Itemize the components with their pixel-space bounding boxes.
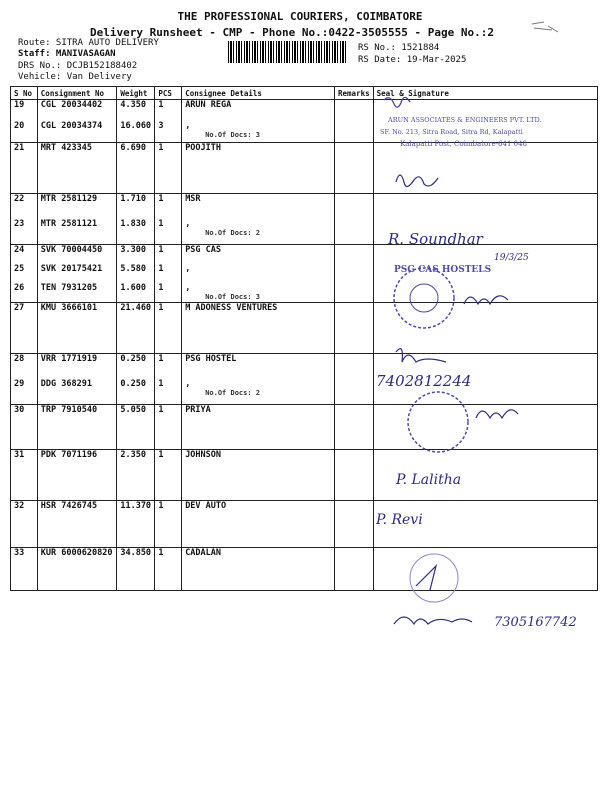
sig-msr: R. Soundhar: [388, 230, 483, 248]
cell-pcs: 1: [155, 548, 182, 591]
cell-consignee: ARUN REGA: [182, 100, 335, 122]
cell-consignee: DEV AUTO: [182, 501, 335, 548]
cell-pcs: 1: [155, 379, 182, 405]
cell-consignee: [182, 379, 335, 405]
cell-pcs: 1: [155, 194, 182, 220]
cell-sno: 30: [11, 405, 38, 450]
col-pcs: PCS: [155, 87, 182, 100]
cell-remarks: [335, 379, 374, 405]
cell-sno: 23: [11, 219, 38, 245]
cell-pcs: 1: [155, 405, 182, 450]
rs-date: RS Date: 19-Mar-2025: [358, 55, 467, 65]
col-seal: Seal & Signature: [373, 87, 597, 100]
cell-consignee: ,: [182, 264, 335, 283]
cell-pcs: 1: [155, 450, 182, 501]
cell-sno: 28: [11, 354, 38, 380]
cell-consignment: DDG 368291: [37, 379, 117, 405]
cell-consignment: MTR 2581129: [37, 194, 117, 220]
barcode: [228, 41, 346, 63]
cell-consignee: PSG HOSTEL: [182, 354, 335, 380]
sig-priya: P. Lalitha: [396, 472, 462, 488]
sig-msr-date: 19/3/25: [494, 253, 529, 263]
cell-pcs: 3: [155, 121, 182, 143]
cell-sno: 21: [11, 143, 38, 194]
cell-remarks: [335, 121, 374, 143]
docs-count: No.Of Docs: 3: [205, 293, 260, 301]
cell-consignment: KMU 3666101: [37, 303, 117, 354]
cell-remarks: [335, 283, 374, 303]
cell-remarks: [335, 405, 374, 450]
drs-number: DRS No.: DCJB152188402: [18, 61, 138, 71]
sig-phone-1: 7402812244: [376, 372, 472, 390]
cell-consignee: M ADONESS VENTURES: [182, 303, 335, 354]
col-consignee: Consignee Details: [182, 87, 335, 100]
cell-sno: 22: [11, 194, 38, 220]
cell-pcs: 1: [155, 100, 182, 122]
cell-remarks: [335, 245, 374, 265]
rs-number: RS No.: 1521884: [358, 43, 440, 53]
cell-consignee: JOHNSON: [182, 450, 335, 501]
cell-sno: 27: [11, 303, 38, 354]
docs-count: No.Of Docs: 3: [205, 131, 260, 139]
cell-pcs: 1: [155, 283, 182, 303]
cell-consignee: [182, 219, 335, 245]
cell-weight: 5.050: [117, 405, 155, 450]
cell-weight: 34.850: [117, 548, 155, 591]
cell-consignee: POOJITH: [182, 143, 335, 194]
cell-pcs: 1: [155, 219, 182, 245]
cell-weight: 3.300: [117, 245, 155, 265]
consignee-value: ,: [185, 121, 191, 131]
cell-sno: 25: [11, 264, 38, 283]
cell-remarks: [335, 303, 374, 354]
cell-weight: 0.250: [117, 379, 155, 405]
cell-consignment: PDK 7071196: [37, 450, 117, 501]
col-remarks: Remarks: [335, 87, 374, 100]
consignee-value: ,: [185, 219, 191, 229]
cell-remarks: [335, 219, 374, 245]
cell-weight: 5.580: [117, 264, 155, 283]
runsheet-line: Delivery Runsheet - CMP - Phone No.:0422-3505555 - Page No.:2: [90, 26, 494, 39]
cell-consignment: SVK 70004450: [37, 245, 117, 265]
cell-sno: 26: [11, 283, 38, 303]
route: Route: SITRA AUTO DELIVERY: [18, 38, 159, 48]
cell-sno: 32: [11, 501, 38, 548]
cell-pcs: 1: [155, 303, 182, 354]
cell-consignment: SVK 20175421: [37, 264, 117, 283]
cell-pcs: 1: [155, 143, 182, 194]
cell-consignee: CADALAN: [182, 548, 335, 591]
cell-weight: 4.350: [117, 100, 155, 122]
cell-remarks: [335, 450, 374, 501]
cell-consignee: [182, 121, 335, 143]
cell-sno: 33: [11, 548, 38, 591]
cell-remarks: [335, 264, 374, 283]
cell-remarks: [335, 143, 374, 194]
sig-johnson: P. Revi: [376, 512, 423, 528]
cell-pcs: 1: [155, 354, 182, 380]
vehicle: Vehicle: Van Delivery: [18, 72, 132, 82]
cell-remarks: [335, 354, 374, 380]
cell-consignment: TEN 7931205: [37, 283, 117, 303]
consignee-value: ,: [185, 283, 191, 293]
cell-consignee: PRIYA: [182, 405, 335, 450]
cell-weight: 16.060: [117, 121, 155, 143]
col-weight: Weight: [117, 87, 155, 100]
stamp1-line2: SF. No. 213, Sitra Road, Sitra Rd, Kalapatti: [380, 128, 523, 136]
cell-consignment: VRR 1771919: [37, 354, 117, 380]
cell-weight: 11.370: [117, 501, 155, 548]
staff: Staff: MANIVASAGAN: [18, 49, 116, 59]
cell-sno: 19: [11, 100, 38, 122]
cell-consignee: MSR: [182, 194, 335, 220]
cell-remarks: [335, 194, 374, 220]
stamp-psg-1: PSG CAS HOSTELS: [394, 265, 492, 275]
cell-weight: 6.690: [117, 143, 155, 194]
cell-consignee: [182, 283, 335, 303]
docs-count: No.Of Docs: 2: [205, 229, 260, 237]
cell-consignee: PSG CAS: [182, 245, 335, 265]
cell-pcs: 1: [155, 264, 182, 283]
cell-weight: 1.600: [117, 283, 155, 303]
cell-sno: 24: [11, 245, 38, 265]
cell-weight: 1.830: [117, 219, 155, 245]
cell-weight: 2.350: [117, 450, 155, 501]
cell-sno: 20: [11, 121, 38, 143]
consignee-value: ,: [185, 379, 191, 389]
cell-consignment: CGL 20034402: [37, 100, 117, 122]
corner-scribble: [530, 20, 560, 34]
col-consignment: Consignment No: [37, 87, 117, 100]
col-sno: S No: [11, 87, 38, 100]
cell-pcs: 1: [155, 245, 182, 265]
stamp1-line1: ARUN ASSOCIATES & ENGINEERS PVT. LTD.: [388, 116, 542, 124]
signatures-layer: [376, 92, 598, 642]
cell-consignment: HSR 7426745: [37, 501, 117, 548]
cell-sno: 31: [11, 450, 38, 501]
cell-consignment: CGL 20034374: [37, 121, 117, 143]
cell-pcs: 1: [155, 501, 182, 548]
cell-consignment: MRT 423345: [37, 143, 117, 194]
cell-weight: 1.710: [117, 194, 155, 220]
cell-remarks: [335, 100, 374, 122]
sig-phone-2: 7305167742: [494, 615, 577, 630]
company-title: THE PROFESSIONAL COURIERS, COIMBATORE: [177, 10, 423, 23]
cell-weight: 21.460: [117, 303, 155, 354]
stamp1-line3: Kalapatti Post, Coimbatore-641 048: [400, 140, 527, 148]
docs-count: No.Of Docs: 2: [205, 389, 260, 397]
cell-remarks: [335, 548, 374, 591]
cell-consignment: KUR 6000620820: [37, 548, 117, 591]
cell-weight: 0.250: [117, 354, 155, 380]
cell-consignment: TRP 7910540: [37, 405, 117, 450]
cell-sno: 29: [11, 379, 38, 405]
cell-remarks: [335, 501, 374, 548]
cell-consignment: MTR 2581121: [37, 219, 117, 245]
